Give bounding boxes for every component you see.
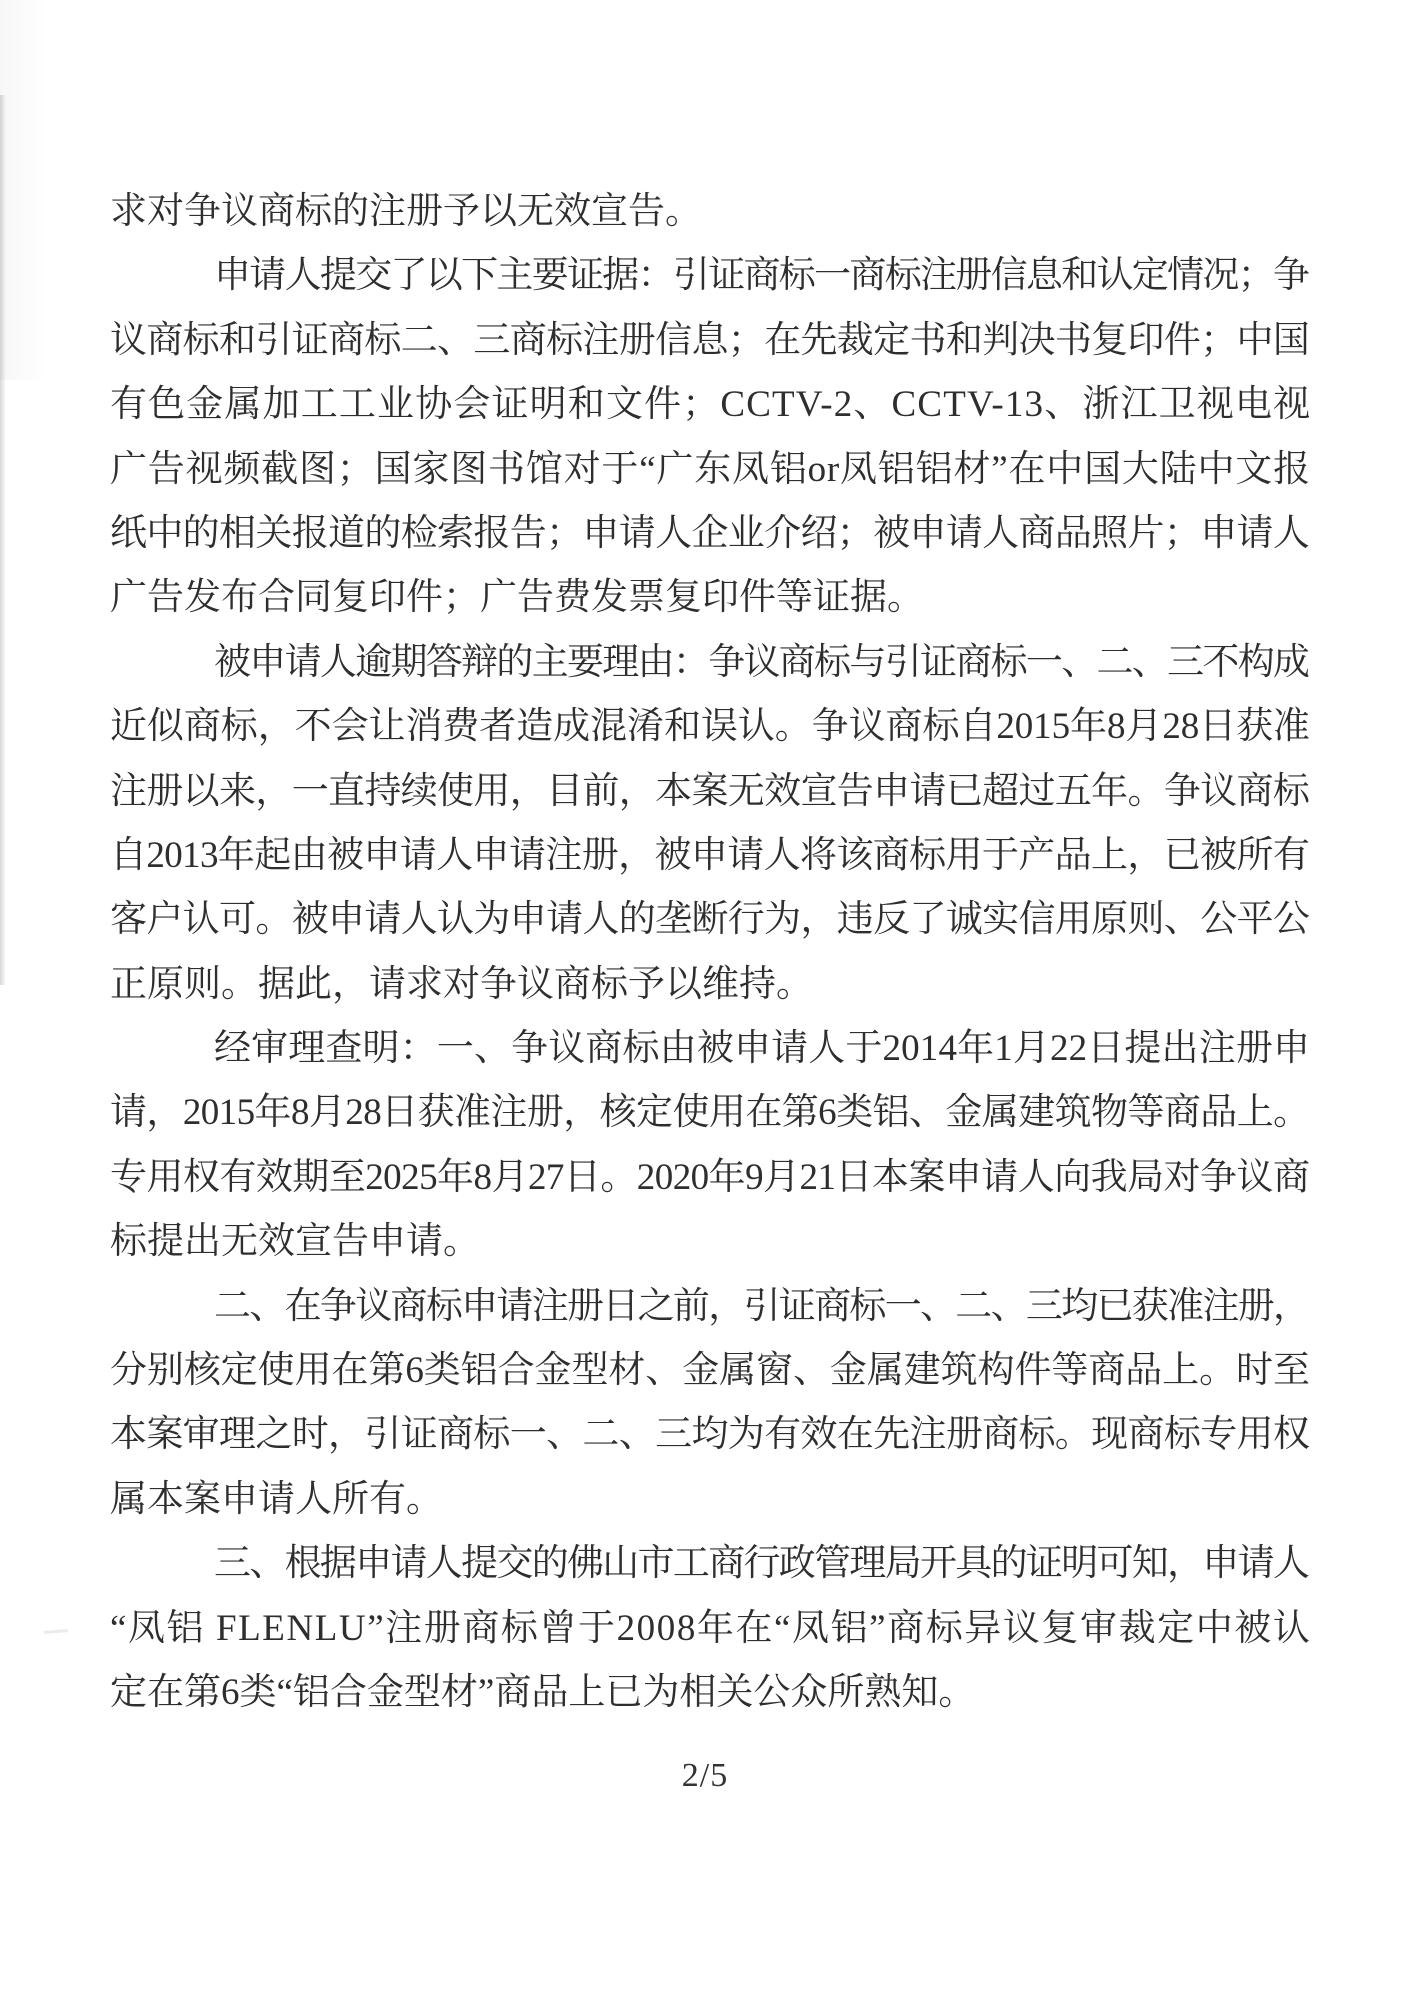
- document-line: 专用权有效期至2025年8月27日。2020年9月21日本案申请人向我局对争议商: [110, 1156, 1310, 1198]
- document-line: 求对争议商标的注册予以无效宣告。: [110, 191, 702, 232]
- document-line: 定在第6类“铝合金型材”商品上已为相关公众所熟知。: [110, 1671, 976, 1713]
- document-line: “凤铝 FLENLU”注册商标曾于2008年在“凤铝”商标异议复审裁定中被认: [110, 1607, 1312, 1649]
- scan-speck: [44, 1629, 68, 1634]
- document-line: 标提出无效宣告申请。: [110, 1221, 480, 1263]
- document-line: 分别核定使用在第6类铝合金型材、金属窗、金属建筑构件等商品上。时至: [110, 1350, 1310, 1392]
- document-line: 广告视频截图；国家图书馆对于“广东凤铝or凤铝铝材”在中国大陆中文报: [110, 448, 1311, 490]
- document-line: 广告发布合同复印件；广告费发票复印件等证据。: [110, 577, 924, 619]
- scan-corner-shade: [0, 0, 46, 380]
- document-line: 被申请人逾期答辩的主要理由：争议商标与引证商标一、二、三不构成: [214, 641, 1309, 683]
- document-line: 二、在争议商标申请注册日之前，引证商标一、二、三均已获准注册，: [214, 1285, 1309, 1327]
- document-line: 注册以来，一直持续使用，目前，本案无效宣告申请已超过五年。争议商标: [110, 770, 1310, 812]
- document-line: 有色金属加工工业协会证明和文件；CCTV-2、CCTV-13、浙江卫视电视: [110, 384, 1312, 426]
- document-line: 三、根据申请人提交的佛山市工商行政管理局开具的证明可知，申请人: [214, 1543, 1309, 1585]
- document-line: 议商标和引证商标二、三商标注册信息；在先裁定书和判决书复印件；中国: [110, 319, 1310, 361]
- document-line: 正原则。据此，请求对争议商标予以维持。: [110, 963, 813, 1005]
- document-line: 近似商标，不会让消费者造成混淆和误认。争议商标自2015年8月28日获准: [110, 706, 1310, 748]
- document-line: 请，2015年8月28日获准注册，核定使用在第6类铝、金属建筑物等商品上。: [110, 1092, 1310, 1134]
- document-line: 客户认可。被申请人认为申请人的垄断行为，违反了诚实信用原则、公平公: [110, 899, 1310, 941]
- document-text-block: [110, 180, 1310, 1725]
- document-line: 本案审理之时，引证商标一、二、三均为有效在先注册商标。现商标专用权: [110, 1414, 1310, 1456]
- document-line: 自2013年起由被申请人申请注册，被申请人将该商标用于产品上，已被所有: [110, 834, 1310, 876]
- document-line: 纸中的相关报道的检索报告；申请人企业介绍；被申请人商品照片；申请人: [110, 512, 1310, 554]
- document-line: 属本案申请人所有。: [110, 1478, 443, 1520]
- scan-edge-shadow: [0, 95, 6, 985]
- page-number: 2/5: [681, 1757, 729, 1794]
- document-line: 经审理查明：一、争议商标由被申请人于2014年1月22日提出注册申: [214, 1028, 1311, 1070]
- document-line: 申请人提交了以下主要证据：引证商标一商标注册信息和认定情况；争: [214, 255, 1309, 297]
